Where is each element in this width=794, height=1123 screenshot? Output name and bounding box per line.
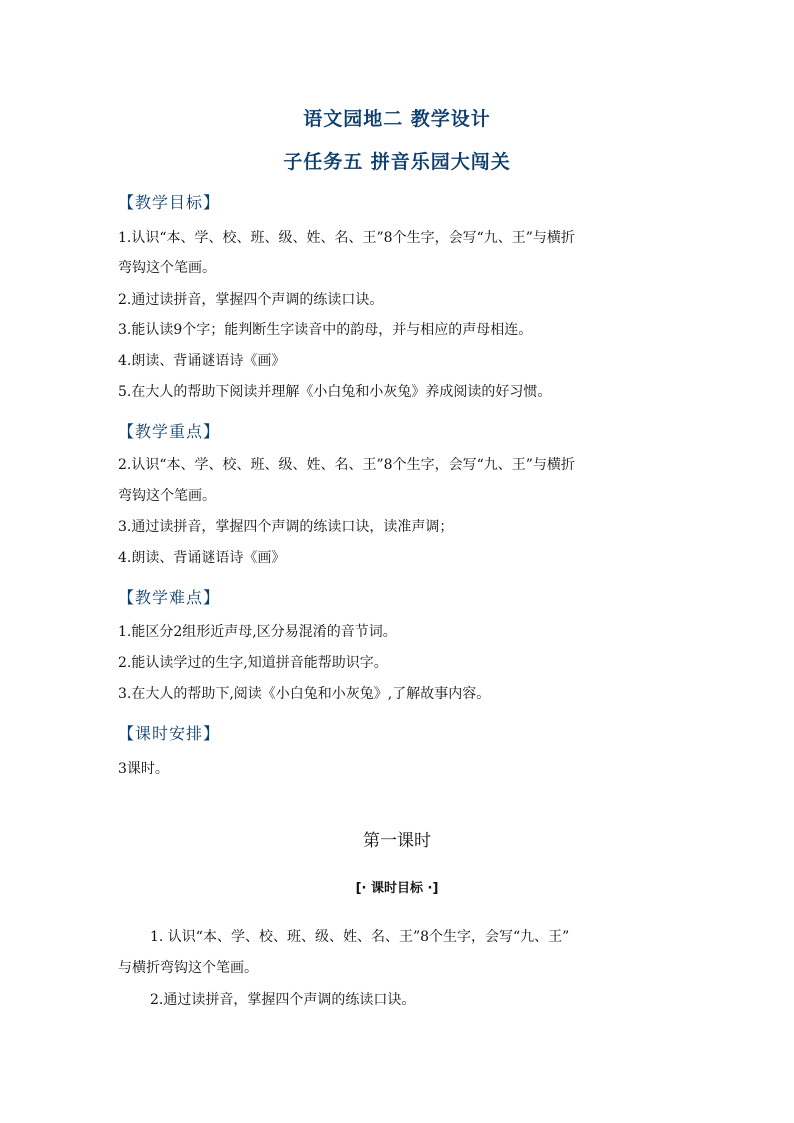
- lesson-one-goal-heading: [· 课时目标 ·]: [355, 881, 439, 896]
- document-title: 语文园地二 教学设计: [303, 108, 491, 130]
- goals-line: 3.能认读9个字；能判断生字读音中的韵母，并与相应的声母相连。: [118, 322, 533, 338]
- key-points-line: 弯钩这个笔画。: [118, 488, 216, 504]
- document-subtitle: 子任务五 拼音乐园大闯关: [283, 151, 511, 173]
- lesson-one-line: 1. 认识“本、学、校、班、级、姓、名、王”8个生字，会写“九、王”: [150, 929, 570, 945]
- section-heading-schedule: 【课时安排】: [118, 724, 221, 743]
- section-heading-key-points: 【教学重点】: [118, 422, 221, 441]
- difficulties-line: 2.能认读学过的生字,知道拼音能帮助识字。: [118, 655, 388, 671]
- goals-line: 4.朗读、背诵谜语诗《画》: [118, 353, 286, 369]
- goals-line: 5.在大人的帮助下阅读并理解《小白兔和小灰兔》养成阅读的好习惯。: [118, 384, 552, 400]
- difficulties-line: 1.能区分2组形近声母,区分易混淆的音节词。: [118, 624, 397, 640]
- section-heading-goals: 【教学目标】: [118, 193, 221, 212]
- difficulties-line: 3.在大人的帮助下,阅读《小白兔和小灰兔》,了解故事内容。: [118, 686, 491, 702]
- section-heading-difficulties: 【教学难点】: [118, 588, 221, 607]
- goals-line: 1.认识“本、学、校、班、级、姓、名、王”8个生字，会写“九、王”与横折: [118, 230, 575, 246]
- goals-line: 弯钩这个笔画。: [118, 260, 216, 276]
- lesson-one-line: 2.通过读拼音，掌握四个声调的练读口诀。: [150, 992, 416, 1008]
- key-points-line: 3.通过读拼音，掌握四个声调的练读口诀，读准声调；: [118, 519, 454, 535]
- key-points-line: 4.朗读、背诵谜语诗《画》: [118, 550, 286, 566]
- goals-line: 2.通过读拼音，掌握四个声调的练读口诀。: [118, 292, 384, 308]
- lesson-one-line: 与横折弯钩这个笔画。: [118, 960, 258, 976]
- lesson-one-title: 第一课时: [363, 831, 431, 851]
- schedule-line: 3课时。: [118, 761, 169, 777]
- key-points-line: 2.认识“本、学、校、班、级、姓、名、王”8个生字，会写“九、王”与横折: [118, 457, 575, 473]
